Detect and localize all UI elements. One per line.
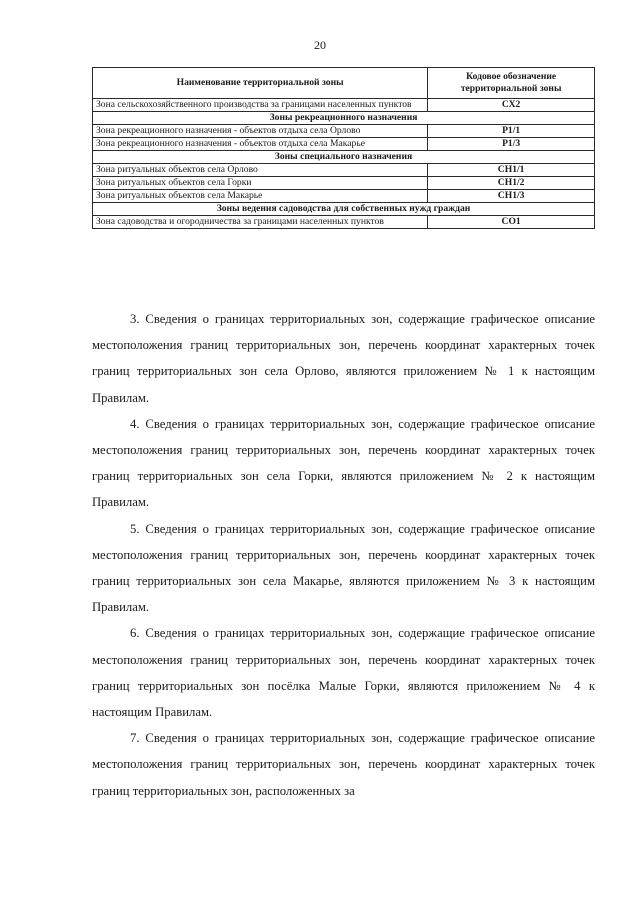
zone-name-cell: Зона ритуальных объектов села Макарье: [93, 190, 428, 203]
paragraph: 3. Сведения о границах территориальных зон, содержащие графическое описание местоположения границ территориальных зон, перечень координат характерных точек границ территориальных зон села Орлово, являются приложением № 1 к настоящим Правилам.: [92, 312, 595, 405]
table-section-row: [93, 151, 595, 164]
table-row: [93, 99, 595, 112]
paragraph: 7. Сведения о границах территориальных зон, содержащие графическое описание местоположения границ территориальных зон, перечень координат характерных точек границ территориальных зон, расположенных за: [92, 731, 595, 798]
zone-code-cell: СО1: [428, 216, 595, 229]
section-title: Зоны ведения садоводства для собственных нужд граждан: [93, 203, 595, 216]
section-title: Зоны рекреационного назначения: [93, 112, 595, 125]
table-row: [93, 164, 595, 177]
table-body: [93, 99, 595, 229]
table-row: [93, 190, 595, 203]
table-section-row: [93, 203, 595, 216]
zone-name-cell: Зона рекреационного назначения - объектов отдыха села Макарье: [93, 138, 428, 151]
zone-name-cell: Зона садоводства и огородничества за границами населенных пунктов: [93, 216, 428, 229]
table-section-row: [93, 112, 595, 125]
body-text: [92, 306, 595, 804]
zones-table: [92, 67, 595, 229]
paragraph: 5. Сведения о границах территориальных зон, содержащие графическое описание местоположения границ территориальных зон, перечень координат характерных точек границ территориальных зон села Макарье, являются приложением № 3 к настоящим Правилам.: [92, 521, 595, 615]
zone-name-cell: Зона ритуальных объектов села Орлово: [93, 164, 428, 177]
zone-code-cell: Р1/1: [428, 125, 595, 138]
table-row: [93, 125, 595, 138]
table-row: [93, 216, 595, 229]
zone-code-cell: СХ2: [428, 99, 595, 112]
page-number: 20: [314, 38, 326, 52]
zone-name-cell: Зона ритуальных объектов села Горки: [93, 177, 428, 190]
zone-name-cell: Зона сельскохозяйственного производства за границами населенных пунктов: [93, 99, 428, 112]
table-row: [93, 138, 595, 151]
zone-code-cell: Р1/3: [428, 138, 595, 151]
zone-code-cell: СН1/2: [428, 177, 595, 190]
paragraph: 6. Сведения о границах территориальных зон, содержащие графическое описание местоположения границ территориальных зон, перечень координат характерных точек границ территориальных зон посёлка Малые Горки, являются приложением № 4 к настоящим Правилам.: [92, 626, 595, 720]
table-row: [93, 177, 595, 190]
table-header-row: [93, 68, 595, 99]
zone-code-cell: СН1/1: [428, 164, 595, 177]
column-header-zone-code: Кодовое обозначение территориальной зоны: [428, 68, 595, 99]
column-header-zone-name: Наименование территориальной зоны: [93, 68, 428, 99]
zone-name-cell: Зона рекреационного назначения - объектов отдыха села Орлово: [93, 125, 428, 138]
section-title: Зоны специального назначения: [93, 151, 595, 164]
zone-code-cell: СН1/3: [428, 190, 595, 203]
paragraph: 4. Сведения о границах территориальных зон, содержащие графическое описание местоположения границ территориальных зон, перечень координат характерных точек границ территориальных зон села Горки, являются приложением № 2 к настоящим Правилам.: [92, 416, 595, 510]
